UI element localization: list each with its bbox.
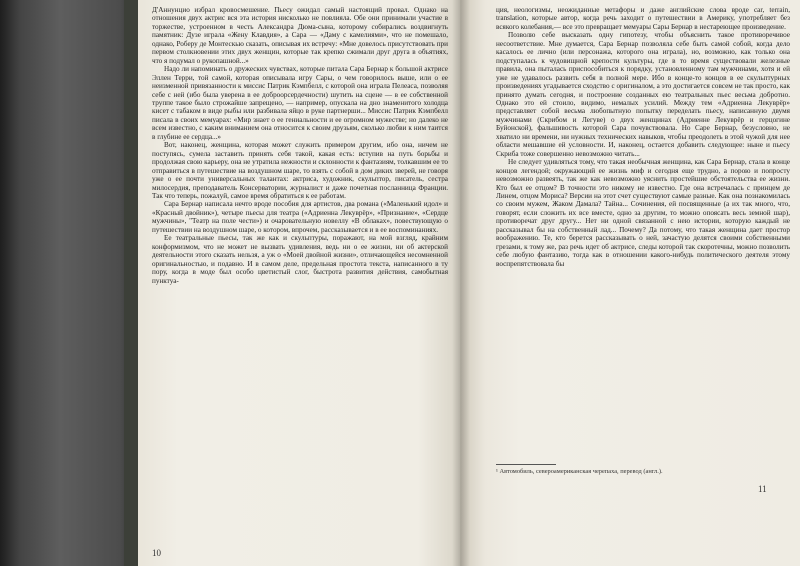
right-page-text — [496, 6, 790, 268]
left-page — [138, 0, 460, 566]
page-number-left: 10 — [152, 548, 161, 558]
paragraph: Не следует удивляться тому, что такая необычная женщина, как Сара Бернар, стала в конце концов легендой; окружающий ее жизнь миф и сегодня еще трудно, а порою и попросту невозможно развеять, так же как невозможно уяснить простейшие обстоятельства ее жизни. Кто был ее отцом? В точности это никому не известно. Где она встречалась с принцем де Линем, отцом Мориса? Версии на этот счет существуют самые разные. Как она познакомилась со своим мужем, Жаком Дамала? Тайна... Сочинения, ей посвященные (а их так много, что, говорят, если сложить их все вместе, одно за другим, то можно опоясать весь земной шар), противоречат друг другу... Нет ни одной связанной с нею истории, которую каждый не рассказывал бы на собственный лад... Почему? Да потому, что такая женщина дает простор воображению. Те, кто берется рассказывать о ней, зачастую делятся своими собственными грезами, к тому же, раз речь идет об актрисе, следы которой так скоротечны, можно позволить себе любую фантазию, тогда как в отношении какого-нибудь политического деятеля этому воспрепятствовала бы — [496, 158, 790, 268]
book-gutter — [452, 0, 470, 566]
footnote: ¹ Автомобиль, североамериканская черепаха, перевод (англ.). — [496, 468, 663, 475]
left-page-text — [152, 6, 448, 285]
book-cover-left — [0, 0, 140, 566]
paragraph: Сара Бернар написала нечто вроде пособия для артистов, два романа («Маленький идол» и «Красный двойник»), четыре пьесы для театра («Адриенна Лекуврёр», «Признание», «Сердце мужчины», "Театр на поле чести») и очаровательную новеллу «В облаках», повествующую о путешествии на воздушном шаре, о котором, впрочем, рассказывается и в ее воспоминаниях. — [152, 200, 448, 234]
paragraph: Позволю себе высказать одну гипотезу, чтобы объяснить такое противоречивое несоответствие. Мне думается, Сара Бернар позволяла себе быть самой собой, когда дело касалось ее лично (или персонажа, которого она играла), но, возможно, как только она подступалась к чудовищной крепости культуры, где в то время существовали железные правила, она пыталась приспособиться к порядку, установленному там мужчинами, хотя и ей уже не удавалось развить себя в полной мере. Ибо в конце-то концов в ее скульптурных произведениях угадывается сходство с оригиналом, а это достигается совсем не так просто, как принято думать сегодня, и построение созданных ею театральных пьес весьма добротно. Однако это ей стоило, видимо, немалых усилий. Между тем «Адриенна Лекуврёр» представляет собой весьма любопытную попытку переделать пьесу, написанную двумя мужчинами (Скрибом и Легуве) о двух женщинах (Адриенне Лекуврёр и герцогине Буйонской), фальшивость которой Сара почувствовала. Но Саре Бернар, безусловно, не хватило ни времени, ни нужных технических навыков, чтобы преодолеть в этой чужой для нее области мешавшие ей условности. И, наконец, остается добавить следующее: ныне и пьесу Скриба тоже совершенно невозможно читать... — [496, 31, 790, 158]
footnote-rule — [496, 464, 556, 465]
cover-board-edge — [124, 0, 138, 566]
right-page — [460, 0, 800, 566]
paragraph: Д'Аннунцио избрал кровосмешение. Пьесу ожидал самый настоящий провал. Однако на отношения двух актрис вся эта история нисколько не повлияла. Обе они принимали участие в торжестве, устроенном в честь Александра Дюма-сына, которому собирались воздвигнуть памятник: Дузе играла «Жену Клавдия», а Сара — «Даму с камелиями», что не помешало, однако, Роберу де Монтескью сказать, описывая их встречу: «Мне довелось присутствовать при первом столкновении этих двух женщин, которые так крепко сжимали друг друга в объятиях, что я подумал о рукопашной...» — [152, 6, 448, 65]
paragraph: Ее театральные пьесы, так же как и скульптуры, поражают, на мой взгляд, крайним конформизмом, что не может не вызвать удивления, ведь ни о ее жизни, ни об актерской деятельности этого сказать нельзя, а уж о «Моей двойной жизни», отличающейся несомненной оригинальностью, и подавно. И в самом деле, предельная простота текста, написанного в ту пору, когда в моде был особо цветистый слог, быстрота развития действия, самобытная пунктуа- — [152, 234, 448, 285]
page-number-right: 11 — [758, 484, 767, 494]
paragraph: ция, неологизмы, неожиданные метафоры и даже английские слова вроде car, terrain, translation, которые автор, когда речь заходит о путешествии в Америку, употребляет без всякого колебания,— все это превращает мемуары Сары Бернар в нестареющее произведение. — [496, 6, 790, 31]
paragraph: Надо ли напоминать о дружеских чувствах, которые питала Сара Бернар к большой актрисе Эллен Терри, той самой, которая описывала игру Сары, о чем говорилось выше, или о ее неизменной привязанности к миссис Патрик Кэмпбелл, с которой она играла Пелеаса, позволяя себе с ней (ибо была уверена в ее доброорсердечности) шутить на сцене — в ее собственной труппе такое было строжайше запрещено, — например, опускала на дно знаменитого холодца кисет с табаком в виде рыбы или разбивала яйцо в руке партнерши... Миссис Патрик Кэмпбелл писала в своих мемуарах: «Мир знает о ее гениальности и ее огромном мужестве; но далеко не всем известно, с каким вниманием она относится к своим друзьям, сколько любви к ним таится в глубине ее сердца...» — [152, 65, 448, 141]
paragraph: Вот, наконец, женщина, которая может служить примером другим, ибо она, ничем не поступясь, сумела заставить принять себя такой, какая есть: вступив на путь борьбы и продолжая свою карьеру, она не утратила нежности и склонности к фантазиям, толкавшим ее то отправиться в путешествие на воздушном шаре, то взять с собой в дом диких зверей, не говоря уже о ее почти универсальных талантах: актриса, художник, скульптор, писатель, сестра милосердия, преподаватель Консерватории, журналист и даже почетная посланница Франции. Так что теперь, пожалуй, самое время обратиться к ее работам. — [152, 141, 448, 200]
